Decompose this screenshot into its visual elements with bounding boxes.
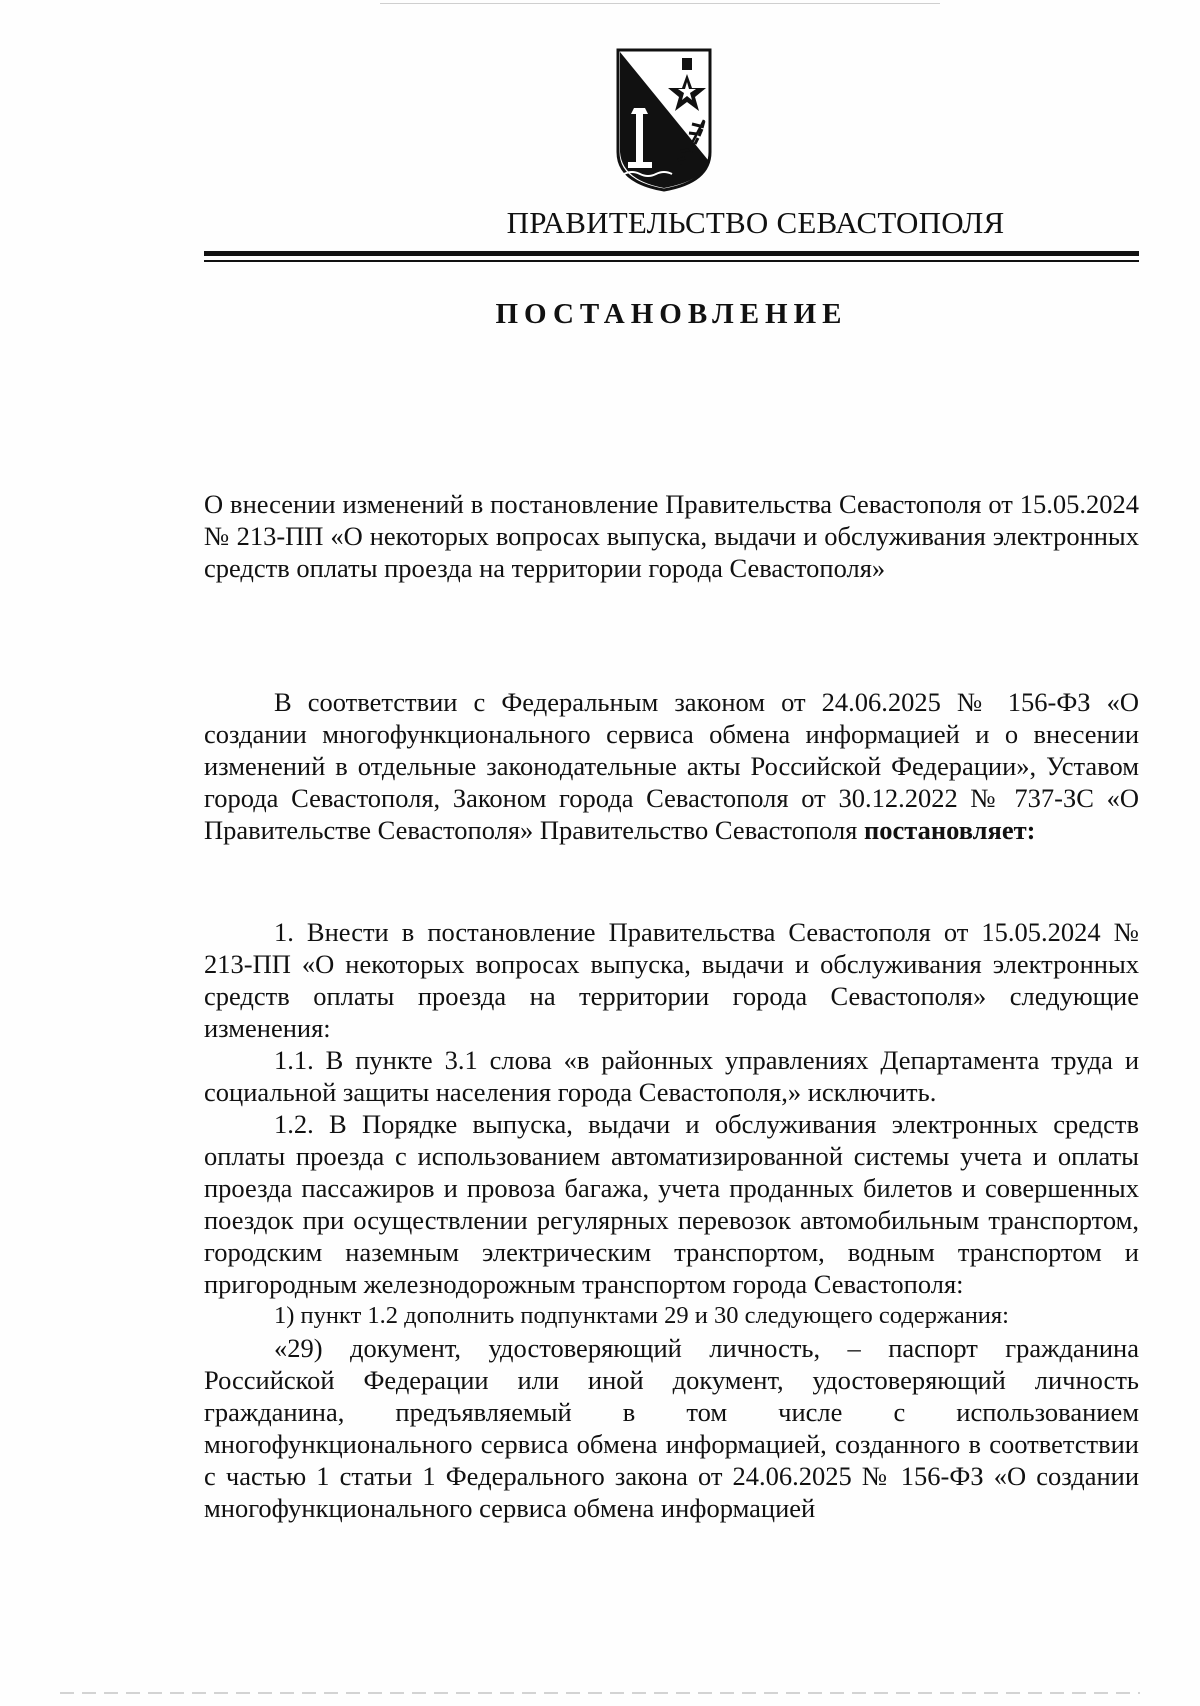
preamble-resolves: постановляет:: [863, 815, 1036, 845]
item-1-2: 1.2. В Порядке выпуска, выдачи и обслуживания электронных средств оплаты проезда с использованием автоматизированной системы учета и оплаты проезда пассажиров и провоза багажа, учета проданных билетов и совершенных поездок при осуществлении регулярных перевозок автомобильным транспортом, городским наземным электрическим транспортом, водным транспортом и пригородным железнодорожным транспортом города Севастополя:: [204, 1109, 1139, 1299]
header-divider-thin: [204, 260, 1139, 262]
scan-edge-top: [380, 0, 940, 4]
header-divider-thick: [204, 251, 1139, 256]
scan-edge-bottom: [60, 1692, 1140, 1694]
preamble-paragraph: [204, 686, 1139, 846]
item-1-2-subitem-1: 1) пункт 1.2 дополнить подпунктами 29 и 30 следующего содержания:: [274, 1302, 1009, 1329]
government-name: ПРАВИТЕЛЬСТВО СЕВАСТОПОЛЯ: [506, 205, 1005, 240]
sevastopol-coat-of-arms-icon: [612, 44, 716, 194]
item-1-2-subitem-29: «29) документ, удостоверяющий личность, – паспорт гражданина Российской Федерации или иной документ, удостоверяющий личность гражданина, предъявляемый в том числе с использованием многофункционального сервиса обмена информацией, созданного в соответствии с частью 1 статьи 1 Федерального закона от 24.06.2025 № 156-ФЗ «О создании многофункционального сервиса обмена информацией: [204, 1333, 1139, 1523]
resolution-items: [204, 916, 1139, 1524]
preamble-text: В соответствии с Федеральным законом от 24.06.2025 № 156-ФЗ «О создании многофункционального сервиса обмена информацией и о внесении изменений в отдельные законодательные акты Российской Федерации», Уставом города Севастополя, Законом города Севастополя от 30.12.2022 № 737-ЗС «О Правительстве Севастополя» Правительство Севастополя: [204, 687, 1139, 845]
document-type-title: ПОСТАНОВЛЕНИЕ: [495, 298, 848, 330]
item-1-1: 1.1. В пункте 3.1 слова «в районных управлениях Департамента труда и социальной защиты населения города Севастополя,» исключить.: [204, 1045, 1139, 1107]
document-subject: О внесении изменений в постановление Правительства Севастополя от 15.05.2024 № 213-ПП «О некоторых вопросах выпуска, выдачи и обслуживания электронных средств оплаты проезда на территории города Севастополя»: [204, 489, 1139, 583]
item-1: 1. Внести в постановление Правительства Севастополя от 15.05.2024 № 213-ПП «О некоторых вопросах выпуска, выдачи и обслуживания электронных средств оплаты проезда на территории города Севастополя» следующие изменения:: [204, 917, 1139, 1043]
